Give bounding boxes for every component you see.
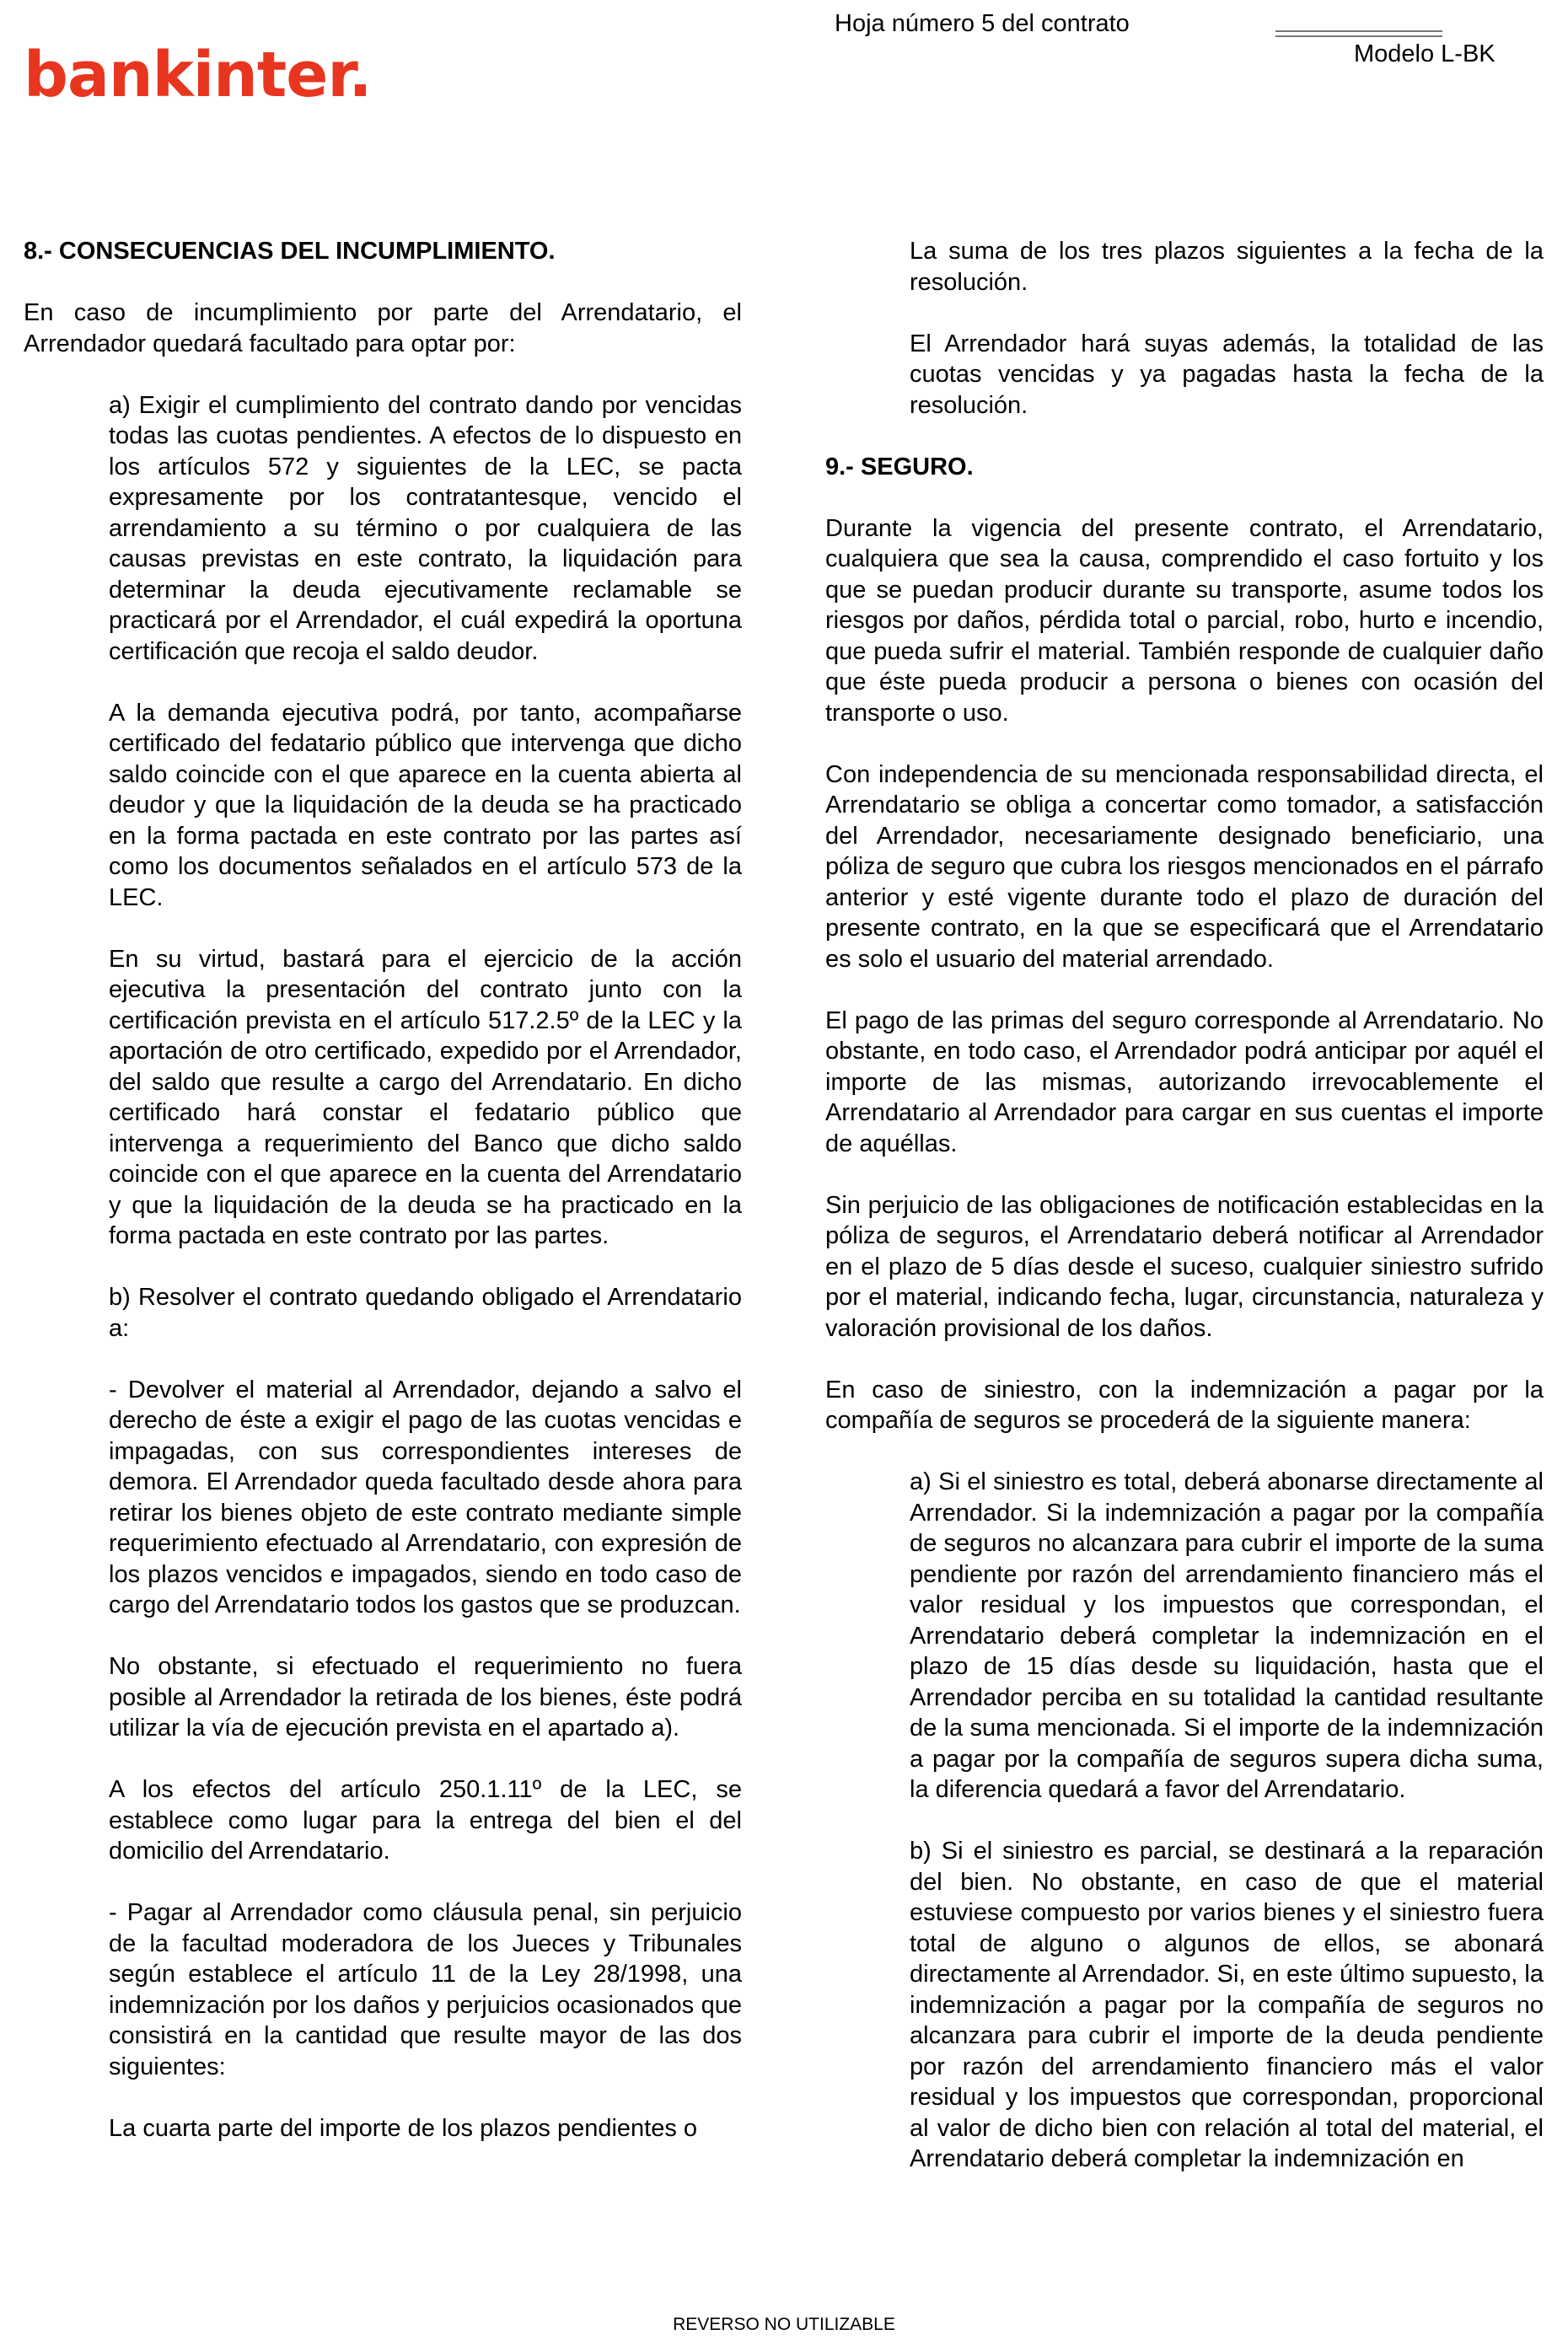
paragraph-case-b: b) Si el siniestro es parcial, se destinará a la reparación del bien. No obstante, en caso de que el material estuviese compuesto por varios bienes y el siniestro fuera total de alguno o algunos de ellos, se abonará directamente al Arrendador. Si, en este último supuesto, la indemnización a pagar por la compañía de seguros no alcanzara para cubrir el importe de la deuda pendiente por razón del arrendamiento financiero más el valor residual y los impuestos que correspondan, proporcional al valor de dicho bien con relación al total del material, el Arrendatario deberá completar la indemnización en	[910, 1838, 1544, 2172]
paragraph: - Devolver el material al Arrendador, dejando a salvo el derecho de éste a exigir el pago de las cuotas vencidas e impagadas, con sus correspondientes intereses de demora. El Arrendador queda facultado desde ahora para retirar los bienes objeto de este contrato mediante simple requerimiento efectuado al Arrendatario, con expresión de los plazos vencidos e impagados, siendo en todo caso de cargo del Arrendatario todos los gastos que se produzcan.	[109, 1376, 742, 1618]
section-heading-8: 8.- CONSECUENCIAS DEL INCUMPLIMIENTO.	[24, 238, 556, 265]
paragraph: Sin perjuicio de las obligaciones de notificación establecidas en la póliza de seguros, el Arrendatario deberá notificar al Arrendador en el plazo de 5 días desde el suceso, cualquier siniestro sufrido por el material, indicando fecha, lugar, circunstancia, naturaleza y valoración provisional de los daños.	[825, 1191, 1544, 1342]
paragraph: En caso de incumplimiento por parte del Arrendatario, el Arrendador quedará facultado para optar por:	[24, 299, 742, 357]
section-heading-9: 9.- SEGURO.	[825, 453, 974, 480]
paragraph: Durante la vigencia del presente contrato, el Arrendatario, cualquiera que sea la causa, comprendido el caso fortuito y los que se puedan producir durante su transporte, asume todos los riesgos por daños, pérdida total o parcial, robo, hurto e incendio, que pueda sufrir el material. También responde de cualquier daño que éste pueda producir a persona o bienes con ocasión del transporte o uso.	[825, 514, 1544, 727]
paragraph: En su virtud, bastará para el ejercicio de la acción ejecutiva la presentación del contrato junto con la certificación prevista en el artículo 517.2.5º de la LEC y la aportación de otro certificado, expedido por el Arrendador, del saldo que resulte a cargo del Arrendatario. En dicho certificado hará constar el fedatario público que intervenga a requerimiento del Banco que dicho saldo coincide con el que aparece en la cuenta del Arrendatario y que la liquidación de la deuda se ha practicado en la forma pactada en este contrato por las partes.	[109, 945, 742, 1249]
footer-note: REVERSO NO UTILIZABLE	[673, 2315, 895, 2334]
paragraph-option-a: a) Exigir el cumplimiento del contrato dando por vencidas todas las cuotas pendientes. A efectos de lo dispuesto en los artículos 572 y siguientes de la LEC, se pacta expresamente por los contratantesque, vencido el arrendamiento a su término o por cualquiera de las causas previstas en este contrato, la liquidación para determinar la deuda ejecutivamente reclamable se practicará por el Arrendador, el cuál expedirá la oportuna certificación que recoja el saldo deudor.	[109, 391, 742, 665]
paragraph: Con independencia de su mencionada responsabilidad directa, el Arrendatario se obliga a concertar como tomador, a satisfacción del Arrendador, necesariamente designado beneficiario, una póliza de seguro que cubra los riesgos mencionados en el párrafo anterior y esté vigente durante todo el plazo de duración del presente contrato, en la que se especificará que el Arrendatario es solo el usuario del material arrendado.	[825, 760, 1544, 973]
paragraph: A los efectos del artículo 250.1.11º de la LEC, se establece como lugar para la entrega del bien el del domicilio del Arrendatario.	[109, 1776, 742, 1865]
paragraph: En caso de siniestro, con la indemnización a pagar por la compañía de seguros se procederá de la siguiente manera:	[825, 1376, 1544, 1434]
paragraph: El Arrendador hará suyas además, la totalidad de las cuotas vencidas y ya pagadas hasta la fecha de la resolución.	[910, 330, 1544, 419]
paragraph: La cuarta parte del importe de los plazos pendientes o	[109, 2114, 698, 2142]
right-column	[825, 236, 1544, 2175]
model-label: Modelo L-BK	[1354, 40, 1496, 67]
paragraph: - Pagar al Arrendador como cláusula penal, sin perjuicio de la facultad moderadora de los Jueces y Tribunales según establece el artículo 11 de la Ley 28/1998, una indemnización por los daños y perjuicios ocasionados que consistirá en la cantidad que resulte mayor de las dos siguientes:	[109, 1899, 742, 2080]
model-divider	[1275, 30, 1442, 37]
bankinter-logo: bankinter.	[24, 39, 372, 111]
paragraph: El pago de las primas del seguro corresponde al Arrendatario. No obstante, en todo caso, el Arrendador podrá anticipar por aquél el importe de las mismas, autorizando irrevocablemente el Arrendatario al Arrendador para cargar en sus cuentas el importe de aquéllas.	[825, 1006, 1544, 1157]
sheet-number: Hoja número 5 del contrato	[835, 10, 1130, 37]
paragraph-option-b: b) Resolver el contrato quedando obligado el Arrendatario a:	[109, 1284, 742, 1342]
paragraph: No obstante, si efectuado el requerimiento no fuera posible al Arrendador la retirada de los bienes, éste podrá utilizar la vía de ejecución prevista en el apartado a).	[109, 1653, 742, 1742]
paragraph: La suma de los tres plazos siguientes a la fecha de la resolución.	[910, 238, 1544, 296]
left-column	[24, 236, 742, 2144]
paragraph: A la demanda ejecutiva podrá, por tanto, acompañarse certificado del fedatario público que intervenga que dicho saldo coincide con el que aparece en la cuenta abierta al deudor y que la liquidación de la deuda se ha practicado en la forma pactada en este contrato por las partes así como los documentos señalados en el artículo 573 de la LEC.	[109, 699, 742, 911]
paragraph-case-a: a) Si el siniestro es total, deberá abonarse directamente al Arrendador. Si la indemnización a pagar por la compañía de seguros no alcanzara para cubrir el importe de la suma pendiente por razón del arrendamiento financiero más el valor residual y los impuestos que correspondan, el Arrendatario deberá completar la indemnización en el plazo de 15 días desde su liquidación, hasta que el Arrendador perciba en su totalidad la cantidad resultante de la suma mencionada. Si el importe de la indemnización a pagar por la compañía de seguros supera dicha suma, la diferencia quedará a favor del Arrendatario.	[910, 1468, 1544, 1803]
